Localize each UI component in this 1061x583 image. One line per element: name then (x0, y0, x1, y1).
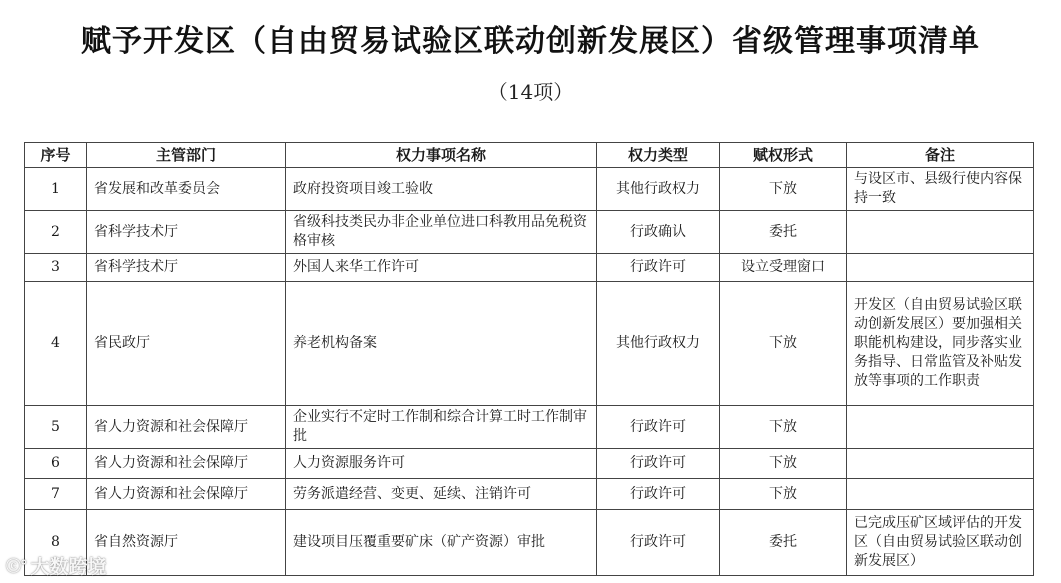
cell-note: 与设区市、县级行使内容保持一致 (847, 168, 1034, 211)
table-row (25, 479, 1034, 510)
cell-item: 劳务派遣经营、变更、延续、注销许可 (286, 479, 597, 510)
cell-no: 7 (25, 479, 87, 510)
cell-note (847, 211, 1034, 254)
cell-note (847, 406, 1034, 449)
cell-no: 4 (25, 282, 87, 406)
cell-item: 省级科技类民办非企业单位进口科教用品免税资格审核 (286, 211, 597, 254)
table-row (25, 510, 1034, 576)
matters-table (24, 142, 1034, 576)
table-row (25, 449, 1034, 479)
cell-type: 行政许可 (597, 449, 720, 479)
header-type: 权力类型 (597, 143, 720, 168)
header-dept: 主管部门 (87, 143, 286, 168)
header-note: 备注 (847, 143, 1034, 168)
cell-dept: 省科学技术厅 (87, 211, 286, 254)
watermark (6, 552, 107, 579)
cell-dept: 省科学技术厅 (87, 254, 286, 282)
cell-dept: 省自然资源厅 (87, 510, 286, 576)
cell-dept: 省人力资源和社会保障厅 (87, 479, 286, 510)
cell-item: 企业实行不定时工作制和综合计算工时工作制审批 (286, 406, 597, 449)
cell-dept: 省发展和改革委员会 (87, 168, 286, 211)
cell-type: 其他行政权力 (597, 282, 720, 406)
table-row (25, 168, 1034, 211)
cell-note (847, 479, 1034, 510)
cell-form: 下放 (720, 479, 847, 510)
cell-form: 委托 (720, 211, 847, 254)
cell-no: 5 (25, 406, 87, 449)
table-row (25, 282, 1034, 406)
table-row (25, 211, 1034, 254)
cell-no: 2 (25, 211, 87, 254)
cell-no: 6 (25, 449, 87, 479)
header-form: 赋权形式 (720, 143, 847, 168)
watermark-text: 大数跨境 (30, 556, 107, 578)
cell-form: 委托 (720, 510, 847, 576)
cell-note (847, 254, 1034, 282)
cell-no: 3 (25, 254, 87, 282)
document-title: 赋予开发区（自由贸易试验区联动创新发展区）省级管理事项清单 (81, 24, 980, 59)
header-no: 序号 (25, 143, 87, 168)
cell-item: 政府投资项目竣工验收 (286, 168, 597, 211)
cell-no: 1 (25, 168, 87, 211)
watermark-logo-icon: ⓒ° (6, 557, 27, 575)
cell-dept: 省民政厅 (87, 282, 286, 406)
cell-note: 开发区（自由贸易试验区联动创新发展区）要加强相关职能机构建设，同步落实业务指导、日常监管及补贴发放等事项的工作职责 (847, 282, 1034, 406)
cell-dept: 省人力资源和社会保障厅 (87, 449, 286, 479)
cell-form: 设立受理窗口 (720, 254, 847, 282)
cell-item: 建设项目压覆重要矿床（矿产资源）审批 (286, 510, 597, 576)
document-subtitle: （14项） (487, 80, 574, 104)
table-row (25, 254, 1034, 282)
cell-item: 养老机构备案 (286, 282, 597, 406)
cell-note (847, 449, 1034, 479)
cell-type: 行政许可 (597, 479, 720, 510)
cell-dept: 省人力资源和社会保障厅 (87, 406, 286, 449)
cell-type: 行政许可 (597, 254, 720, 282)
cell-form: 下放 (720, 449, 847, 479)
cell-item: 外国人来华工作许可 (286, 254, 597, 282)
cell-note: 已完成压矿区域评估的开发区（自由贸易试验区联动创新发展区） (847, 510, 1034, 576)
cell-type: 行政许可 (597, 510, 720, 576)
cell-type: 行政许可 (597, 406, 720, 449)
cell-type: 其他行政权力 (597, 168, 720, 211)
header-item: 权力事项名称 (286, 143, 597, 168)
cell-form: 下放 (720, 168, 847, 211)
table-row (25, 406, 1034, 449)
cell-item: 人力资源服务许可 (286, 449, 597, 479)
cell-no: 8 (25, 510, 87, 576)
cell-form: 下放 (720, 282, 847, 406)
cell-type: 行政确认 (597, 211, 720, 254)
cell-form: 下放 (720, 406, 847, 449)
table-header-row (25, 143, 1034, 168)
